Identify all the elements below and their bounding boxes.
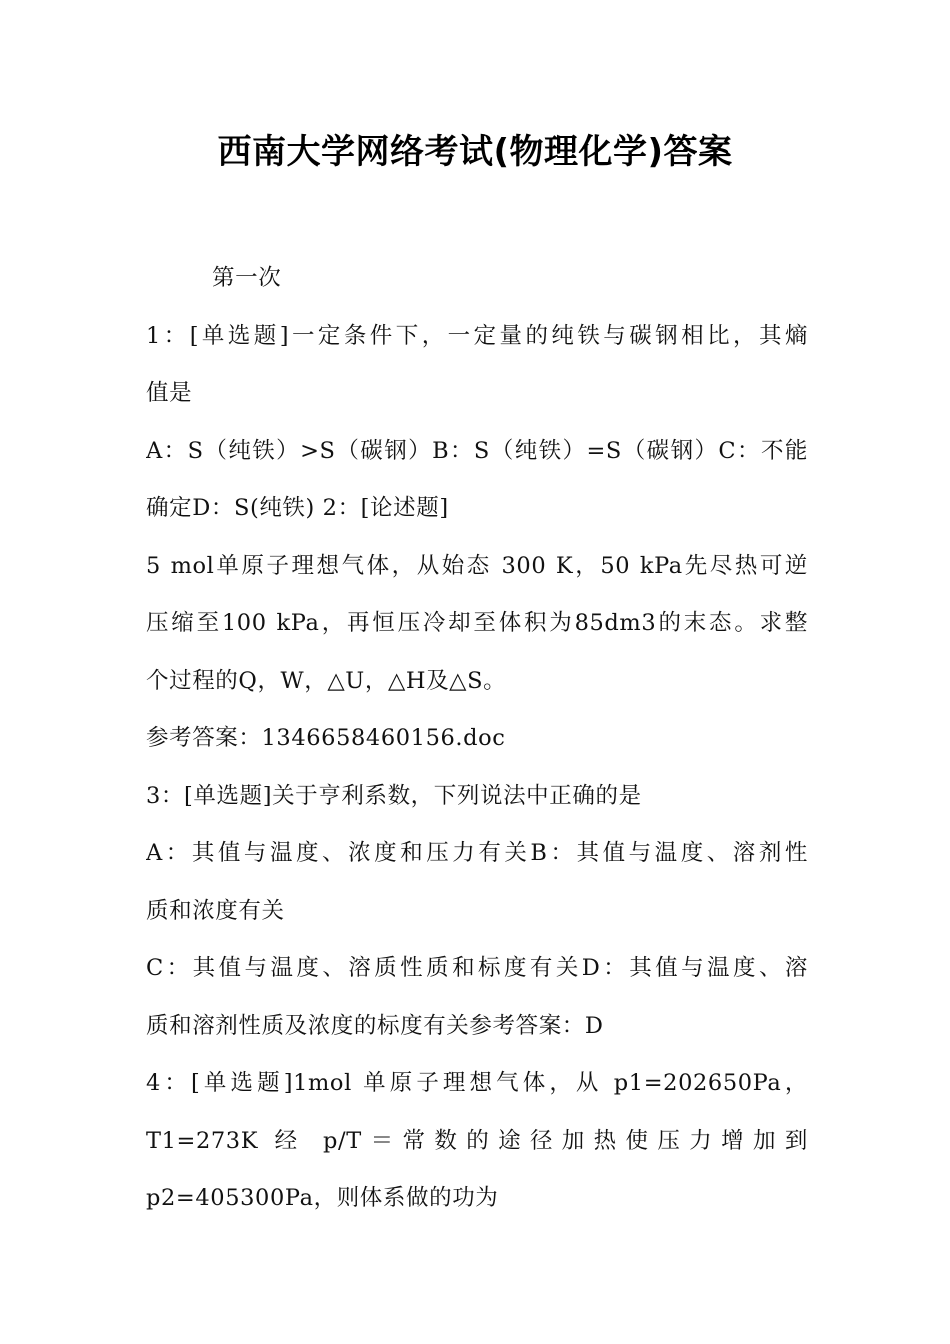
text-line: T1=273K 经 p/T＝常数的途径加热使压力增加到 bbox=[146, 1127, 808, 1154]
text-line: 3：[单选题]关于亨利系数，下列说法中正确的是 bbox=[146, 782, 642, 809]
section-heading: 第一次 bbox=[212, 265, 282, 291]
text-line: p2=405300Pa，则体系做的功为 bbox=[146, 1185, 499, 1211]
text-line: 个过程的Q，W，△U，△H及△S。 bbox=[146, 667, 507, 694]
text-line: 质和浓度有关 bbox=[146, 897, 285, 924]
text-line: 值是 bbox=[146, 380, 193, 406]
answer-line: 参考答案：1346658460156.doc bbox=[146, 725, 506, 751]
text-line: 确定D：S(纯铁) 2：[论述题] bbox=[146, 495, 449, 521]
text-line: 压缩至100 kPa，再恒压冷却至体积为85dm3的末态。求整 bbox=[146, 610, 808, 636]
text-line: 4：[单选题]1mol 单原子理想气体，从 p1=202650Pa， bbox=[146, 1070, 808, 1096]
text-line: A：其值与温度、浓度和压力有关B：其值与温度、溶剂性 bbox=[146, 840, 808, 866]
answer-line: 质和溶剂性质及浓度的标度有关参考答案：D bbox=[146, 1012, 604, 1039]
text-line: A：S（纯铁）>S（碳钢）B：S（纯铁）=S（碳钢）C：不能 bbox=[146, 437, 808, 464]
text-line: C：其值与温度、溶质性质和标度有关D：其值与温度、溶 bbox=[146, 955, 808, 981]
text-line: 5 mol单原子理想气体，从始态 300 K，50 kPa先尽热可逆 bbox=[146, 552, 808, 579]
document-body bbox=[146, 250, 808, 1228]
text-line: 1：[单选题]一定条件下，一定量的纯铁与碳钢相比，其熵 bbox=[146, 322, 808, 349]
document-title: 西南大学网络考试(物理化学)答案 bbox=[217, 132, 733, 172]
